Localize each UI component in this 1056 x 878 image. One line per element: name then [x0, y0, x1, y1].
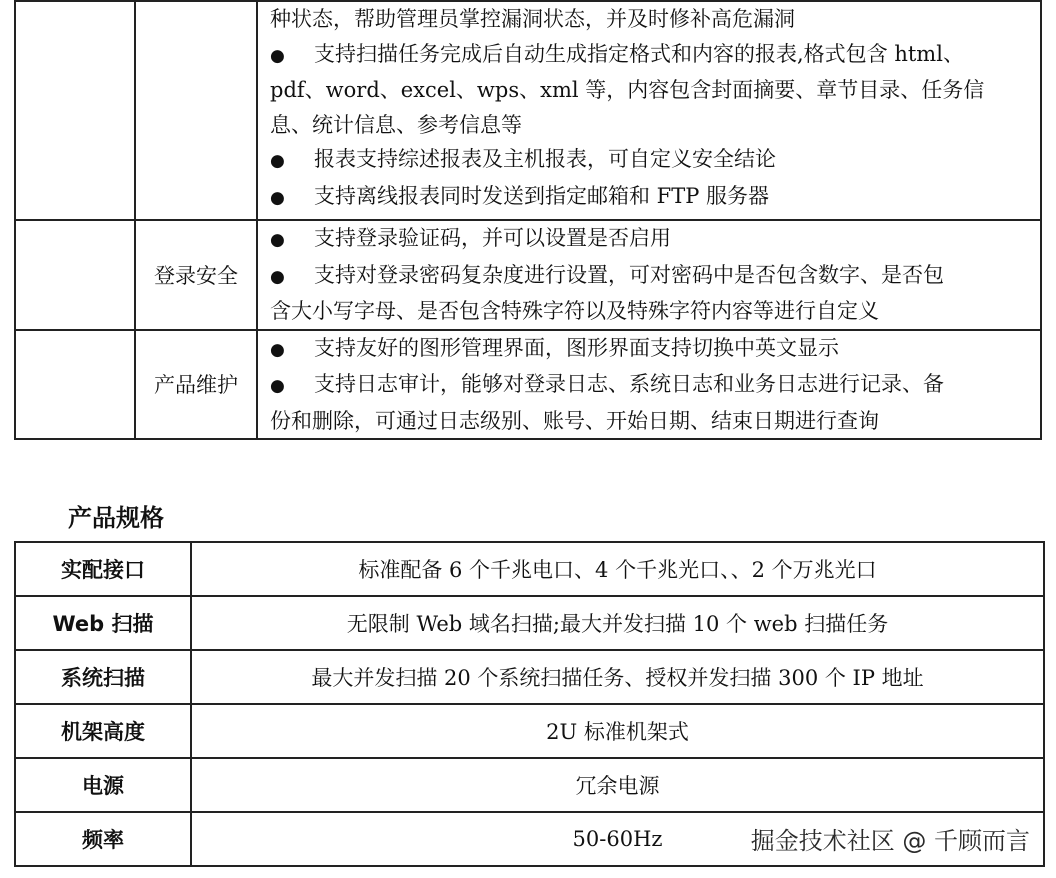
table-row: [15, 220, 1041, 330]
spec-value: 最大并发扫描 20 个系统扫描任务、授权并发扫描 300 个 IP 地址: [191, 650, 1044, 704]
spec-value: 50-60Hz: [191, 812, 1044, 866]
category-cell: [15, 220, 135, 330]
description-cell: [257, 220, 1041, 330]
spec-key: 电源: [15, 758, 191, 812]
category-cell: [15, 330, 135, 440]
watermark: 掘金技术社区 @ 千顾而言: [750, 827, 1030, 855]
section-title: 产品规格: [68, 504, 164, 532]
spec-key: 实配接口: [15, 542, 191, 596]
spec-key: Web 扫描: [15, 596, 191, 650]
spec-value: 冗余电源: [191, 758, 1044, 812]
spec-key: 机架高度: [15, 704, 191, 758]
list-item: ● 支持离线报表同时发送到指定邮箱和 FTP 服务器: [270, 179, 1030, 216]
specs-table: [14, 541, 1045, 867]
features-table: [14, 0, 1042, 440]
list-item: ● 支持扫描任务完成后自动生成指定格式和内容的报表,格式包含 html、: [270, 37, 1030, 74]
description-cell: [257, 1, 1041, 220]
list-item: pdf、word、excel、wps、xml 等，内容包含封面摘要、章节目录、任务信: [270, 78, 985, 102]
table-row: [15, 542, 1044, 596]
bullet-icon: ●: [270, 187, 285, 208]
table-row: [15, 758, 1044, 812]
spec-value: 无限制 Web 域名扫描;最大并发扫描 10 个 web 扫描任务: [191, 596, 1044, 650]
subcategory-label: 产品维护: [135, 330, 257, 440]
list-item: ● 报表支持综述报表及主机报表，可自定义安全结论: [270, 142, 1030, 179]
category-cell: [15, 1, 135, 220]
bullet-icon: ●: [270, 266, 285, 287]
subcategory-cell: [135, 1, 257, 220]
subcategory-label: 登录安全: [135, 220, 257, 330]
table-row: [15, 330, 1041, 440]
spec-key: 系统扫描: [15, 650, 191, 704]
spec-key: 频率: [15, 812, 191, 866]
list-item: 息、统计信息、参考信息等: [270, 112, 522, 137]
bullet-icon: ●: [270, 230, 285, 250]
bullet-icon: ●: [270, 376, 285, 396]
bullet-icon: ●: [270, 151, 285, 171]
list-item: ● 支持对登录密码复杂度进行设置，可对密码中是否包含数字、是否包: [270, 258, 1030, 295]
bullet-icon: ●: [270, 45, 285, 66]
list-item: ● 支持登录验证码，并可以设置是否启用: [270, 221, 1030, 258]
spec-value: 标准配备 6 个千兆电口、4 个千兆光口、、2 个万兆光口: [191, 542, 1044, 596]
table-row: [15, 1, 1041, 220]
spec-value: 2U 标准机架式: [191, 704, 1044, 758]
bullet-icon: ●: [270, 339, 285, 360]
table-row: [15, 596, 1044, 650]
list-item: 份和删除，可通过日志级别、账号、开始日期、结束日期进行查询: [270, 408, 879, 433]
table-row: [15, 704, 1044, 758]
list-item: ● 支持日志审计，能够对登录日志、系统日志和业务日志进行记录、备: [270, 367, 1030, 404]
list-item: 含大小写字母、是否包含特殊字符以及特殊字符内容等进行自定义: [270, 299, 879, 323]
list-item: 种状态，帮助管理员掌控漏洞状态，并及时修补高危漏洞: [270, 7, 795, 31]
table-row: [15, 650, 1044, 704]
description-cell: [257, 330, 1041, 440]
list-item: ● 支持友好的图形管理界面，图形界面支持切换中英文显示: [270, 331, 1030, 368]
